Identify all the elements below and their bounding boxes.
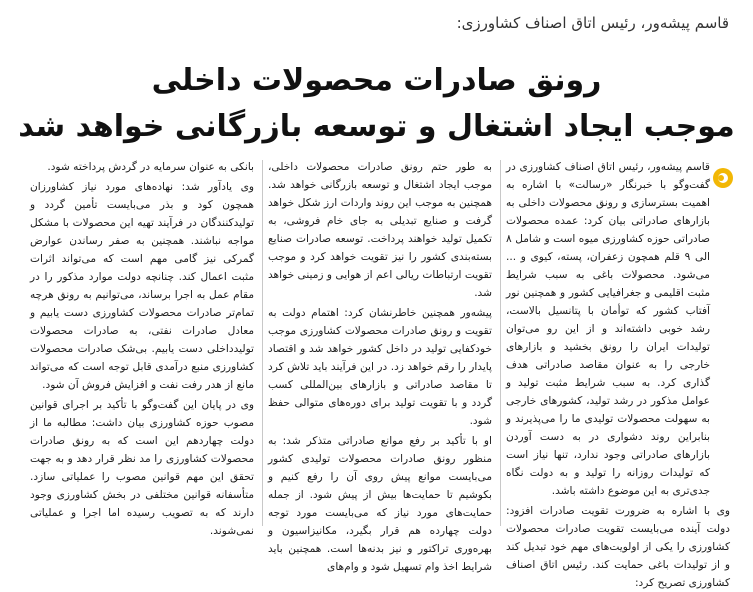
paragraph: به طور حتم رونق صادرات محصولات داخلی، موجب ایجاد اشتغال و توسعه بازرگانی خواهد شد. همچنین به موجب این روند واردات ارز شکل خواهد گرفت و صنایع تبدیلی به جای خام فروشی، به تکمیل تولید خواهند پرداخت. توسعه صادرات صنایع بسته‌بندی کشور را نیز تقویت خواهد کرد و موجب تقویت ارتباطات ریالی اعم از هوایی و زمینی خواهد شد. <box>268 161 492 299</box>
article-column-3 <box>30 158 254 537</box>
paragraph: قاسم پیشه‌ور، رئیس اتاق اصناف کشاورزی در گفت‌وگو با خبرنگار «رسالت» با اشاره به اهمیت بسترسازی و رونق محصولات داخلی به بازارهای صادراتی بیان کرد: عمده محصولات صادراتی حوزه کشاورزی میوه است و شامل ۸ الی ۹ قلم همچون زعفران، پسته، کیوی و ... می‌شود. محصولات باغی به سبب شرایط مثبت اقلیمی و جغرافیایی کشور و همچنین نور آفتاب کشور که توأمان با پتانسیل بالاست، رشد خوبی داشته‌اند و از این رو می‌توان تولیدات ایران را رونق بخشید و بازارهای خارجی را به عنوان مقاصد صادراتی هدف گذاری کرد. به سبب شرایط مثبت تولید و عوامل مذکور در رشد تولید، کشورهای خارجی به سهولت محصولات تولیدی ما را می‌پذیرند و بنابراین روند دشواری در به دست آوردن بازارهای صادراتی وجود ندارد، تنها نیاز است که تولیدات روزانه را تولید و به دولت نگاه جدی‌تری به این موضوع داشته باشد. <box>506 161 710 497</box>
headline <box>18 58 735 150</box>
paragraph: وی یادآور شد: نهاده‌های مورد نیاز کشاورزان همچون کود و بذر می‌بایست تأمین گردد و تولیدکنندگان در فرآیند تهیه این محصولات با مشکل مواجه نباشند. همچنین به صفر رساندن عوارض گمرکی نیز گامی مهم است که می‌تواند اثرات مثبت اعمال کند. چنانچه دولت موارد مذکور را در مقام عمل به اجرا برساند، می‌توانیم به رونق هرچه تمام‌تر صادرات محصولات کشاورزی دست یابیم و معادل صادرات نفتی، به صادرات محصولات تولیدداخلی دست یابیم. بی‌شک صادرات محصولات کشاورزی منبع درآمدی قابل توجه است که می‌تواند مانع از هدر رفت نفت و افزایش فروش آن شود. <box>30 181 254 391</box>
headline-line-2: موجب ایجاد اشتغال و توسعه بازرگانی خواهد شد <box>18 109 735 144</box>
paragraph: او با تأکید بر رفع موانع صادراتی متذکر شد: به منظور رونق صادرات محصولات تولیدی کشور می‌بایست موانع پیش روی آن را رفع کنیم و بکوشیم تا حمایت‌ها بیش از پیش شود. از جمله حمایت‌های مورد نیاز که می‌بایست مورد توجه دولت چهارده هم قرار بگیرد، مکانیزاسیون و بهره‌وری تراکتور و نیز بدنه‌ها است. همچنین باید شرایط اخذ وام تسهیل شود و وام‌های <box>268 435 492 573</box>
paragraph: پیشه‌ور همچنین خاطرنشان کرد: اهتمام دولت به تقویت و رونق صادرات محصولات کشاورزی موجب خودکفایی تولید در داخل کشور خواهد شد و اقتصاد پایدار را رقم خواهد زد. در این فرآیند باید تلاش کرد تا مقاصد صادراتی و بازارهای بین‌المللی کسب گردد و با تقویت تولید برای دوره‌های متوالی حفظ شود. <box>268 307 492 427</box>
kicker: قاسم پیشه‌ور، رئیس اتاق اصناف کشاورزی: <box>456 14 729 32</box>
headline-line-1: رونق صادرات محصولات داخلی <box>151 63 602 98</box>
article-column-1 <box>506 158 730 589</box>
paragraph: بانکی به عنوان سرمایه در گردش پرداخته شود. <box>47 161 254 173</box>
article-column-2 <box>268 158 492 573</box>
paragraph: وی در پایان این گفت‌وگو با تأکید بر اجرای قوانین مصوب حوزه کشاورزی بیان داشت: مطالبه ما از دولت چهاردهم این است که به رونق صادرات محصولات کشاورزی را مد نظر قرار دهد و به جهت تحقق این مهم قوانین مصوب را عملیاتی سازد. متأسفانه قوانین مختلفی در بخش کشاورزی وجود دارند که به تصویب رسیده اما اجرا و عملیاتی نمی‌شوند. <box>30 399 254 537</box>
paragraph: وی با اشاره به ضرورت تقویت صادرات افزود: دولت آینده می‌بایست تقویت صادرات محصولات کشاورزی را یکی از اولویت‌های مهم خود تبدیل کند و از تولیدات باغی حمایت کند. رئیس اتاق اصناف کشاورزی تصریح کرد: <box>506 505 730 589</box>
article-body <box>30 158 730 589</box>
